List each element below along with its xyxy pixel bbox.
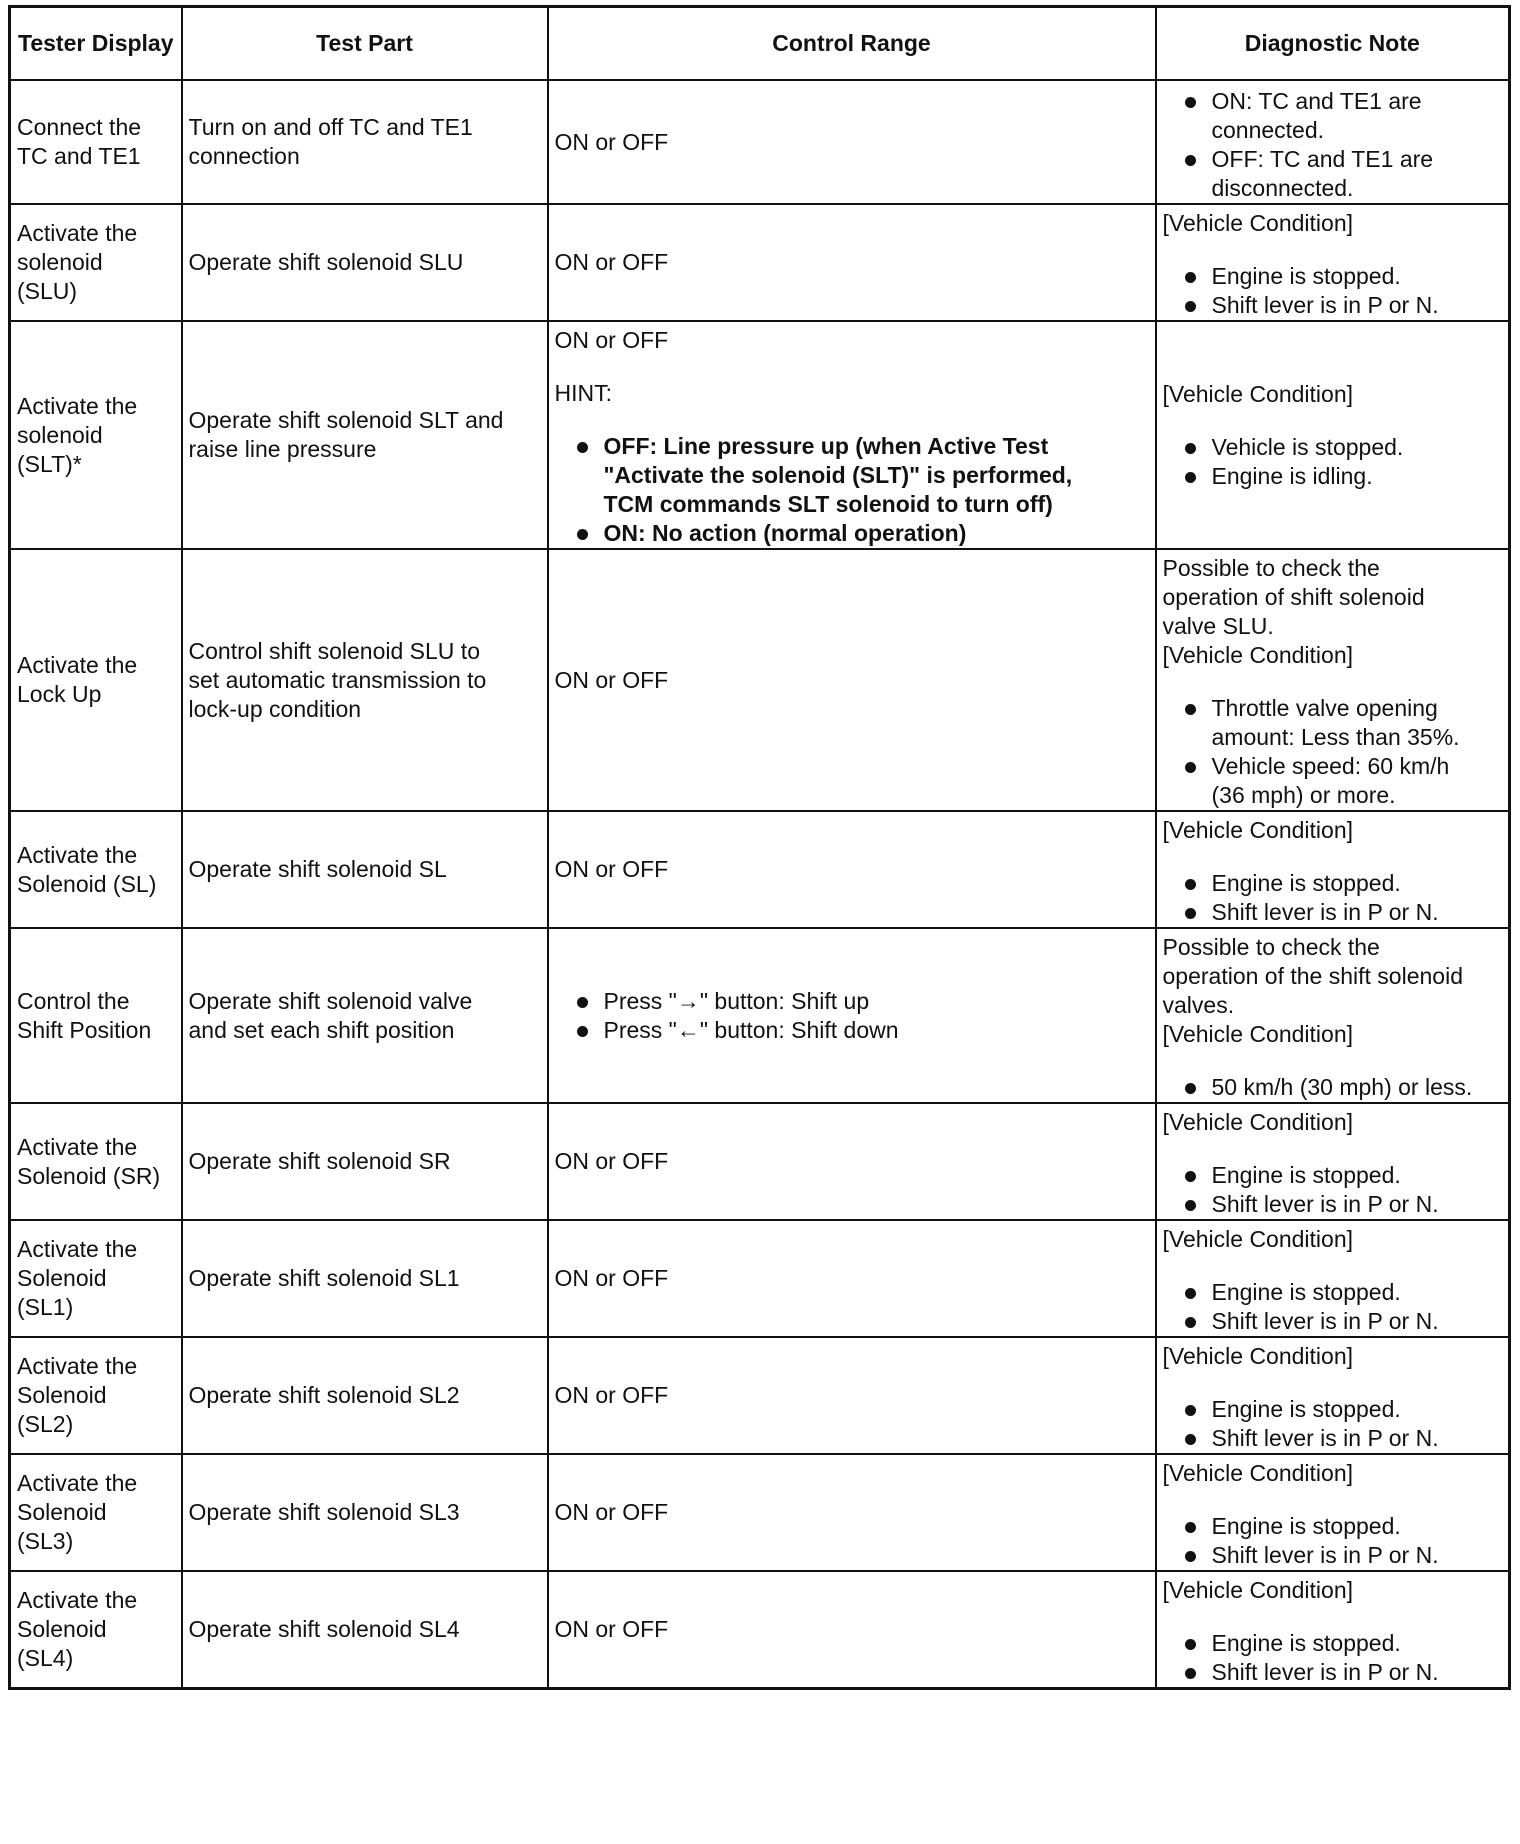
test-part-line: Operate shift solenoid SLU xyxy=(188,249,464,275)
note-line: Engine is idling. xyxy=(1211,462,1373,489)
tester-display-cell xyxy=(10,549,182,811)
tester-display-line: Connect the xyxy=(17,114,142,140)
tester-display-line: (SL3) xyxy=(17,1528,74,1554)
tester-display-line: Lock Up xyxy=(17,681,102,707)
note-line: OFF: TC and TE1 are xyxy=(1211,146,1434,172)
diagnostic-note-cell xyxy=(1156,1571,1510,1689)
note-line: Vehicle is stopped. xyxy=(1211,433,1404,460)
note-item xyxy=(1163,1190,1503,1219)
hint-line: ON: No action (normal operation) xyxy=(603,520,967,546)
note-item xyxy=(1163,262,1503,291)
spacer xyxy=(1163,238,1503,262)
vehicle-condition-heading: [Vehicle Condition] xyxy=(1162,1109,1354,1135)
test-part-line: raise line pressure xyxy=(188,436,377,462)
note-item xyxy=(1163,1278,1503,1307)
test-part-cell xyxy=(182,1337,548,1454)
spacer xyxy=(1163,845,1503,869)
header-label: Control Range xyxy=(772,30,931,56)
note-line: amount: Less than 35%. xyxy=(1211,724,1460,750)
tester-display-line: Shift Position xyxy=(17,1016,152,1043)
tester-display-line: Activate the xyxy=(17,1587,138,1613)
tester-display-line: Solenoid xyxy=(17,1265,107,1291)
note-list xyxy=(1163,694,1503,810)
note-line: Engine is stopped. xyxy=(1211,1162,1401,1188)
tester-display-line: Solenoid xyxy=(17,1499,107,1525)
diagnostic-note-cell xyxy=(1156,1220,1510,1337)
tester-display-cell xyxy=(10,321,182,549)
table-row xyxy=(10,928,1510,1103)
control-range-cell xyxy=(548,321,1156,549)
control-range-cell xyxy=(548,549,1156,811)
table-row xyxy=(10,321,1510,549)
note-list xyxy=(1163,433,1503,491)
note-text-line: valve SLU. xyxy=(1162,613,1274,639)
spacer xyxy=(1163,1371,1503,1395)
spacer xyxy=(555,355,1149,379)
header-tester-display xyxy=(10,7,182,81)
test-part-cell xyxy=(182,1220,548,1337)
note-item xyxy=(1163,291,1503,320)
tester-display-line: solenoid xyxy=(17,249,103,275)
tester-display-line: Activate the xyxy=(17,1236,138,1262)
hint-line: TCM commands SLT solenoid to turn off) xyxy=(603,491,1053,517)
spacer xyxy=(1163,1488,1503,1512)
note-list xyxy=(1163,1629,1503,1687)
vehicle-condition-heading: [Vehicle Condition] xyxy=(1162,1226,1354,1252)
control-range-value: ON or OFF xyxy=(554,1382,669,1408)
test-part-cell xyxy=(182,321,548,549)
note-text-line: valves. xyxy=(1162,992,1235,1018)
table-row xyxy=(10,811,1510,928)
note-text-line: Possible to check the xyxy=(1162,934,1380,960)
tester-display-line: solenoid xyxy=(17,421,103,448)
note-list xyxy=(1163,1161,1503,1219)
note-list xyxy=(1163,1512,1503,1570)
tester-display-cell xyxy=(10,811,182,928)
tester-display-line: Activate the xyxy=(17,652,138,678)
tester-display-line: Control the xyxy=(17,987,130,1014)
vehicle-condition-heading: [Vehicle Condition] xyxy=(1162,1460,1354,1486)
note-item xyxy=(1163,1161,1503,1190)
test-part-line: Operate shift solenoid SL3 xyxy=(188,1499,460,1525)
test-part-cell xyxy=(182,1103,548,1220)
header-label: Tester Display xyxy=(17,30,174,56)
control-range-cell xyxy=(548,204,1156,321)
header-label: Test Part xyxy=(316,30,413,56)
vehicle-condition-heading: [Vehicle Condition] xyxy=(1162,1577,1354,1603)
note-item xyxy=(1163,898,1503,927)
header-row xyxy=(10,7,1510,81)
spacer xyxy=(555,408,1149,432)
test-part-line: Operate shift solenoid SL4 xyxy=(188,1616,460,1642)
hint-item xyxy=(555,519,1149,548)
spacer xyxy=(1163,1605,1503,1629)
active-test-table-wrapper xyxy=(8,5,1508,1838)
header-test-part xyxy=(182,7,548,81)
tester-display-line: (SL4) xyxy=(17,1645,74,1671)
table-row xyxy=(10,1454,1510,1571)
tester-display-line: (SLU) xyxy=(17,278,78,304)
tester-display-line: Activate the xyxy=(17,1133,138,1160)
note-item xyxy=(1163,869,1503,898)
vehicle-condition-heading: [Vehicle Condition] xyxy=(1162,380,1354,407)
note-line: 50 km/h (30 mph) or less. xyxy=(1211,1074,1473,1100)
note-text-line: Possible to check the xyxy=(1162,555,1380,581)
note-line: Shift lever is in P or N. xyxy=(1211,1308,1439,1334)
note-line: Shift lever is in P or N. xyxy=(1211,1659,1439,1685)
tester-display-line: TC and TE1 xyxy=(17,143,141,169)
diagnostic-note-cell xyxy=(1156,1103,1510,1220)
tester-display-cell xyxy=(10,1337,182,1454)
test-part-cell xyxy=(182,80,548,204)
control-range-cell xyxy=(548,1571,1156,1689)
diagnostic-note-cell xyxy=(1156,549,1510,811)
note-list xyxy=(1163,1073,1503,1102)
control-range-value: ON or OFF xyxy=(554,856,669,882)
hint-line: "Activate the solenoid (SLT)" is performed, xyxy=(603,462,1073,488)
tester-display-line: (SL1) xyxy=(17,1294,74,1320)
control-range-cell xyxy=(548,811,1156,928)
note-item xyxy=(1163,462,1503,491)
diagnostic-note-cell xyxy=(1156,1337,1510,1454)
note-list xyxy=(1163,869,1503,927)
spacer xyxy=(1163,1049,1503,1073)
spacer xyxy=(1163,1137,1503,1161)
note-line: Engine is stopped. xyxy=(1211,1630,1401,1656)
test-part-cell xyxy=(182,1454,548,1571)
test-part-cell xyxy=(182,1571,548,1689)
control-range-value: ON or OFF xyxy=(554,327,669,353)
tester-display-line: (SLT)* xyxy=(17,450,82,477)
vehicle-condition-heading: [Vehicle Condition] xyxy=(1162,817,1354,843)
note-list xyxy=(1163,1278,1503,1336)
hint-item xyxy=(555,432,1149,519)
test-part-line: Control shift solenoid SLU to xyxy=(188,637,480,664)
note-item xyxy=(1163,1073,1503,1102)
diagnostic-note-cell xyxy=(1156,321,1510,549)
test-part-cell xyxy=(182,928,548,1103)
note-item xyxy=(1163,1424,1503,1453)
note-list xyxy=(1163,262,1503,320)
tester-display-cell xyxy=(10,1220,182,1337)
spacer xyxy=(1163,409,1503,433)
test-part-cell xyxy=(182,549,548,811)
table-row xyxy=(10,204,1510,321)
note-item xyxy=(1163,433,1503,462)
test-part-line: connection xyxy=(188,143,300,169)
control-range-value: ON or OFF xyxy=(554,1148,669,1174)
note-item xyxy=(1163,1512,1503,1541)
control-range-cell xyxy=(548,1337,1156,1454)
note-list xyxy=(1163,1395,1503,1453)
test-part-line: Operate shift solenoid SL xyxy=(188,856,447,882)
control-range-item: Press "←" button: Shift down xyxy=(555,1016,1149,1045)
test-part-line: Operate shift solenoid valve xyxy=(188,987,473,1014)
hint-line: OFF: Line pressure up (when Active Test xyxy=(603,433,1049,459)
control-range-cell xyxy=(548,80,1156,204)
header-diagnostic-note xyxy=(1156,7,1510,81)
note-line: Engine is stopped. xyxy=(1211,1513,1401,1539)
test-part-line: Operate shift solenoid SR xyxy=(188,1148,451,1174)
diagnostic-note-cell xyxy=(1156,928,1510,1103)
control-range-value: ON or OFF xyxy=(554,1499,669,1525)
table-row xyxy=(10,1103,1510,1220)
note-line: Shift lever is in P or N. xyxy=(1211,1542,1439,1568)
control-range-value: ON or OFF xyxy=(554,249,669,275)
tester-display-line: Activate the xyxy=(17,220,138,246)
control-range-value: ON or OFF xyxy=(554,666,669,693)
table-row xyxy=(10,1571,1510,1689)
vehicle-condition-heading: [Vehicle Condition] xyxy=(1162,1021,1354,1047)
note-line: Engine is stopped. xyxy=(1211,870,1401,896)
tester-display-cell xyxy=(10,204,182,321)
note-line: connected. xyxy=(1211,117,1325,143)
spacer xyxy=(1163,1254,1503,1278)
diagnostic-note-cell xyxy=(1156,204,1510,321)
note-item xyxy=(1163,87,1503,145)
tester-display-line: Solenoid xyxy=(17,1382,107,1408)
tester-display-line: Solenoid (SL) xyxy=(17,870,157,897)
table-row xyxy=(10,1337,1510,1454)
note-text-line: operation of the shift solenoid xyxy=(1162,963,1463,989)
control-range-cell xyxy=(548,1103,1156,1220)
note-line: ON: TC and TE1 are xyxy=(1211,88,1422,114)
test-part-line: and set each shift position xyxy=(188,1016,455,1043)
header-label: Diagnostic Note xyxy=(1244,30,1420,56)
test-part-line: set automatic transmission to xyxy=(188,666,487,693)
test-part-cell xyxy=(182,811,548,928)
note-item xyxy=(1163,1307,1503,1336)
control-range-item: Press "→" button: Shift up xyxy=(555,987,1149,1016)
note-item xyxy=(1163,145,1503,203)
tester-display-line: Activate the xyxy=(17,392,138,419)
tester-display-cell xyxy=(10,928,182,1103)
note-item xyxy=(1163,752,1503,810)
note-line: disconnected. xyxy=(1211,175,1354,201)
note-line: Engine is stopped. xyxy=(1211,263,1401,289)
test-part-line: lock-up condition xyxy=(188,695,362,722)
hint-label: HINT: xyxy=(554,380,612,406)
control-range-value: ON or OFF xyxy=(554,128,669,155)
note-line: Shift lever is in P or N. xyxy=(1211,1191,1439,1217)
tester-display-cell xyxy=(10,1454,182,1571)
vehicle-condition-heading: [Vehicle Condition] xyxy=(1162,642,1354,668)
control-range-value: ON or OFF xyxy=(554,1616,669,1642)
note-list xyxy=(1163,87,1503,203)
tester-display-line: Solenoid xyxy=(17,1616,107,1642)
note-item xyxy=(1163,694,1503,752)
note-line: Engine is stopped. xyxy=(1211,1279,1401,1305)
test-part-line: Turn on and off TC and TE1 xyxy=(188,114,473,140)
note-text-line: operation of shift solenoid xyxy=(1162,584,1425,610)
control-range-cell xyxy=(548,928,1156,1103)
note-item xyxy=(1163,1395,1503,1424)
test-part-line: Operate shift solenoid SL2 xyxy=(188,1382,460,1408)
test-part-cell xyxy=(182,204,548,321)
tester-display-cell xyxy=(10,1571,182,1689)
tester-display-cell xyxy=(10,80,182,204)
note-line: (36 mph) or more. xyxy=(1211,782,1396,808)
vehicle-condition-heading: [Vehicle Condition] xyxy=(1162,210,1354,236)
table-row xyxy=(10,1220,1510,1337)
note-line: Throttle valve opening xyxy=(1211,695,1438,721)
tester-display-line: Activate the xyxy=(17,1470,138,1496)
active-test-table xyxy=(8,5,1511,1690)
note-item xyxy=(1163,1658,1503,1687)
tester-display-cell xyxy=(10,1103,182,1220)
table-row xyxy=(10,549,1510,811)
tester-display-line: Activate the xyxy=(17,841,138,868)
note-line: Shift lever is in P or N. xyxy=(1211,899,1439,925)
vehicle-condition-heading: [Vehicle Condition] xyxy=(1162,1343,1354,1369)
note-item xyxy=(1163,1541,1503,1570)
note-item xyxy=(1163,1629,1503,1658)
control-range-cell xyxy=(548,1220,1156,1337)
header-control-range xyxy=(548,7,1156,81)
control-range-cell xyxy=(548,1454,1156,1571)
diagnostic-note-cell xyxy=(1156,1454,1510,1571)
note-line: Vehicle speed: 60 km/h xyxy=(1211,753,1450,779)
note-line: Shift lever is in P or N. xyxy=(1211,292,1439,318)
hint-list xyxy=(555,432,1149,548)
control-range-list xyxy=(555,987,1149,1045)
tester-display-line: Activate the xyxy=(17,1353,138,1379)
test-part-line: Operate shift solenoid SLT and xyxy=(188,407,504,433)
test-part-line: Operate shift solenoid SL1 xyxy=(188,1265,460,1291)
diagnostic-note-cell xyxy=(1156,80,1510,204)
tester-display-line: Solenoid (SR) xyxy=(17,1162,161,1189)
diagnostic-note-cell xyxy=(1156,811,1510,928)
note-line: Engine is stopped. xyxy=(1211,1396,1401,1422)
table-row xyxy=(10,80,1510,204)
control-range-value: ON or OFF xyxy=(554,1265,669,1291)
spacer xyxy=(1163,670,1503,694)
note-line: Shift lever is in P or N. xyxy=(1211,1425,1439,1451)
tester-display-line: (SL2) xyxy=(17,1411,74,1437)
